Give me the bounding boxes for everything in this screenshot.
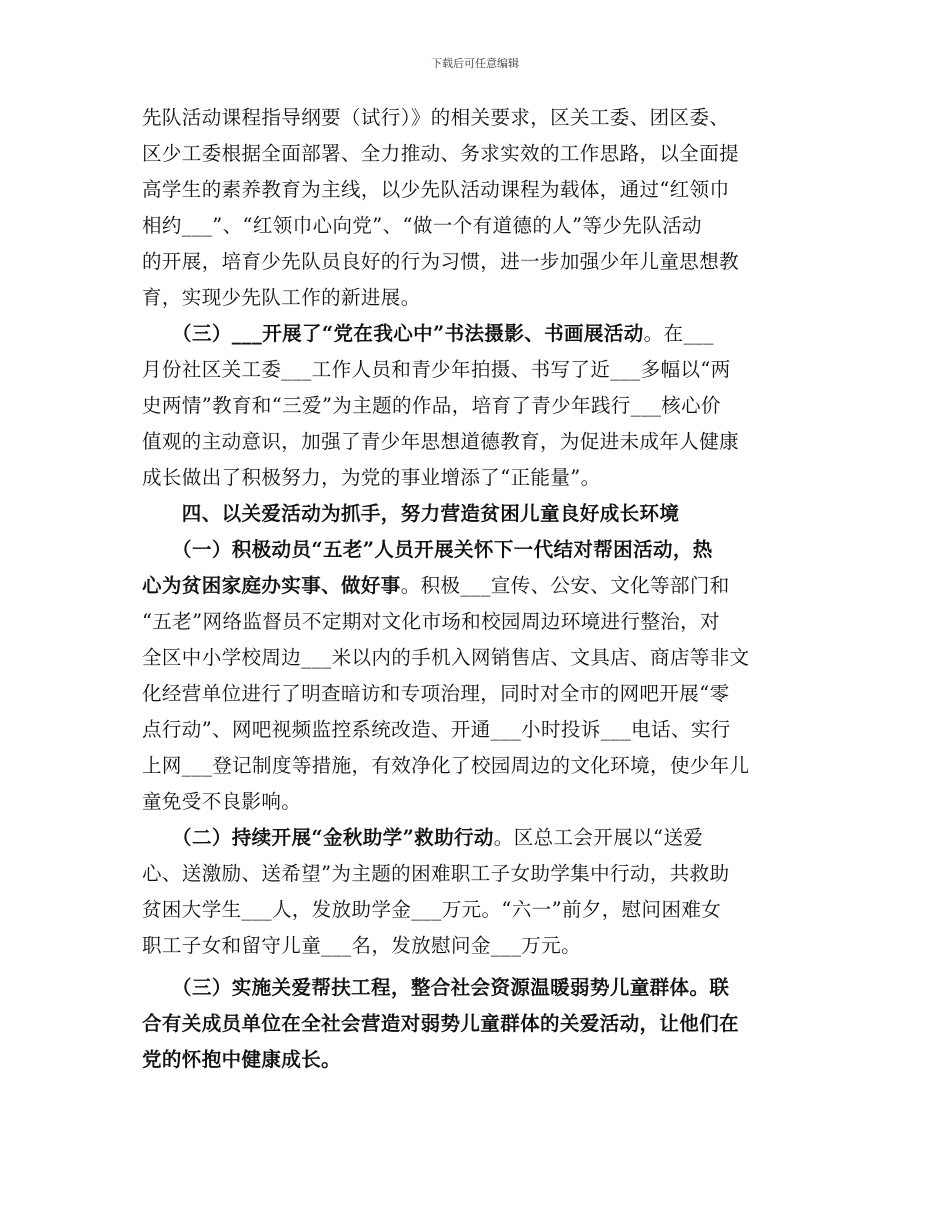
bold-text-segment: （二）持续开展“金秋助学”救助行动 <box>142 826 494 849</box>
text-segment: 成长做出了积极努力，为党的事业增添了“正能量”。 <box>142 466 601 489</box>
text-segment: 化经营单位进行了明查暗访和专项治理，同时对全市的网吧开展“零 <box>142 682 730 705</box>
text-segment: 。在___ <box>643 322 714 345</box>
text-line <box>142 532 810 568</box>
bold-text-segment: 心为贫困家庭办实事、做好事 <box>142 574 401 597</box>
text-line <box>142 208 810 244</box>
text-segment: 童免受不良影响。 <box>142 790 302 813</box>
text-segment: 月份社区关工委___工作人员和青少年拍摄、书写了近___多幅以“两 <box>142 358 731 381</box>
text-line <box>142 388 810 424</box>
text-segment: 。积极___宣传、公安、文化等部门和 <box>400 574 730 597</box>
text-line <box>142 676 810 712</box>
text-segment: 心、送激励、送希望”为主题的困难职工子女助学集中行动，共救助 <box>142 862 730 885</box>
text-line <box>142 424 810 460</box>
text-line <box>142 1042 810 1078</box>
text-line <box>142 928 810 964</box>
text-segment: 先队活动课程指导纲要（试行）》的相关要求，区关工委、团区委、 <box>142 106 730 129</box>
text-line <box>142 568 810 604</box>
page-header-note: 下载后可任意编辑 <box>431 57 519 70</box>
text-line <box>142 820 810 856</box>
text-line <box>142 496 810 532</box>
text-line <box>142 604 810 640</box>
text-segment: 高学生的素养教育为主线，以少先队活动课程为载体，通过“红领巾 <box>142 178 730 201</box>
document-body <box>142 100 810 1078</box>
bold-text-segment: 合有关成员单位在全社会营造对弱势儿童群体的关爱活动，让他们在 <box>142 1012 740 1035</box>
text-segment: 的开展，培育少先队员良好的行为习惯，进一步加强少年儿童思想教 <box>142 250 740 273</box>
text-segment: 点行动”、网吧视频监控系统改造、开通___小时投诉___电话、实行 <box>142 718 731 741</box>
text-line <box>142 712 810 748</box>
text-line <box>142 100 810 136</box>
text-segment: 育，实现少先队工作的新进展。 <box>142 286 421 309</box>
text-line <box>142 136 810 172</box>
text-segment: 。区总工会开展以“送爱 <box>493 826 704 849</box>
text-line <box>142 748 810 784</box>
text-segment: 区少工委根据全面部署、全力推动、务求实效的工作思路，以全面提 <box>142 142 740 165</box>
text-segment: 贫困大学生___人，发放助学金___万元。“六一”前夕，慰问困难女 <box>142 898 722 921</box>
text-line <box>142 856 810 892</box>
text-line <box>142 970 810 1006</box>
text-segment: 史两情”教育和“三爱”为主题的作品，培育了青少年践行___核心价 <box>142 394 721 417</box>
text-line <box>142 460 810 496</box>
text-segment: 相约___”、“红领巾心向党”、“做一个有道德的人”等少先队活动 <box>142 214 702 237</box>
text-line <box>142 640 810 676</box>
text-line <box>142 892 810 928</box>
text-line <box>142 280 810 316</box>
bold-text-segment: （三）实施关爱帮扶工程，整合社会资源温暖弱势儿童群体。联 <box>142 976 730 999</box>
text-segment: 全区中小学校周边___米以内的手机入网销售店、文具店、商店等非文 <box>142 646 750 669</box>
text-segment: 值观的主动意识，加强了青少年思想道德教育，为促进未成年人健康 <box>142 430 740 453</box>
bold-text-segment: （一）积极动员“五老”人员开展关怀下一代结对帮困活动，热 <box>142 538 713 561</box>
text-line <box>142 244 810 280</box>
bold-text-segment: （三）___开展了“党在我心中”书法摄影、书画展活动 <box>142 322 644 345</box>
text-line <box>142 352 810 388</box>
text-line <box>142 784 810 820</box>
text-line <box>142 172 810 208</box>
text-line <box>142 1006 810 1042</box>
text-segment: 上网___登记制度等措施，有效净化了校园周边的文化环境，使少年儿 <box>142 754 750 777</box>
bold-text-segment: 党的怀抱中健康成长。 <box>142 1048 342 1071</box>
text-segment: 职工子女和留守儿童___名，发放慰问金___万元。 <box>142 934 582 957</box>
text-line <box>142 316 810 352</box>
bold-text-segment: 四、以关爱活动为抓手，努力营造贫困儿童良好成长环境 <box>142 502 680 525</box>
text-segment: “五老”网络监督员不定期对文化市场和校园周边环境进行整治，对 <box>142 610 720 633</box>
